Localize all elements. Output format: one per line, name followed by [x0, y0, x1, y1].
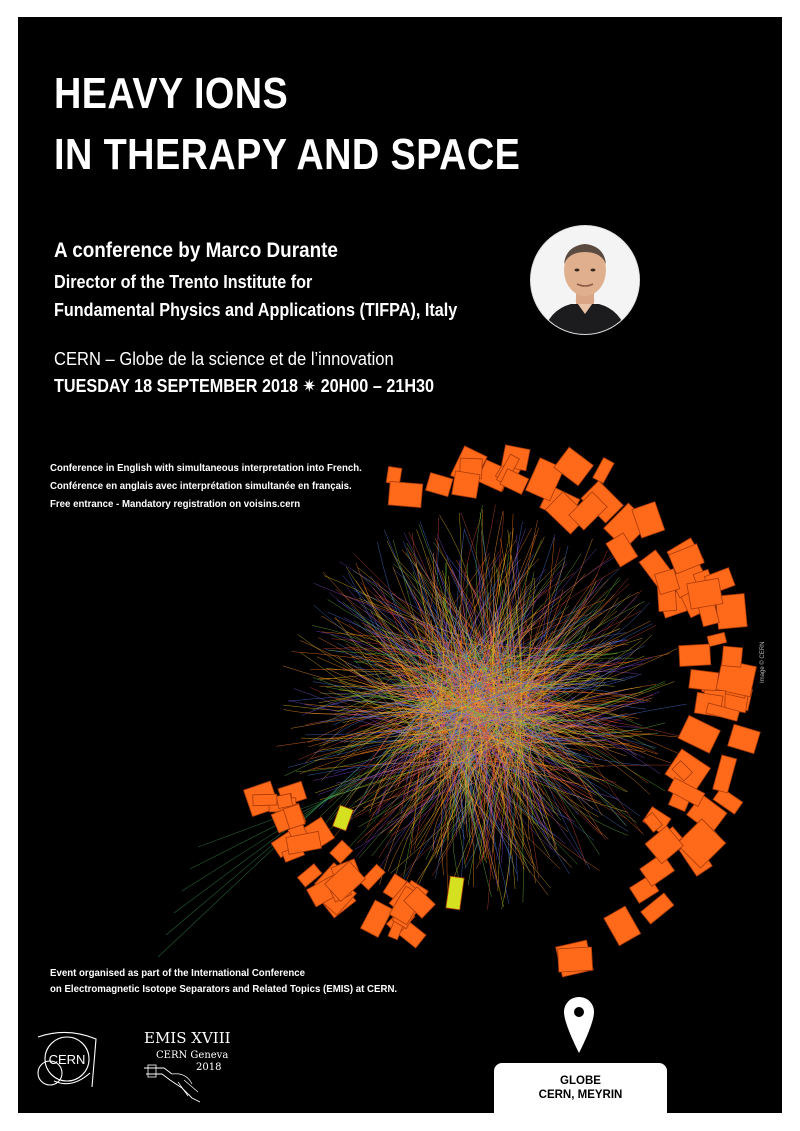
speaker-role-line-1: Director of the Trento Institute for: [54, 272, 313, 292]
collision-event-visualization: [18, 17, 782, 1113]
info-line-registration: Free entrance - Mandatory registration on voisins.cern: [50, 498, 301, 510]
emis-logo-drawing: [142, 1062, 204, 1104]
emis-logo-location: CERN Geneva: [156, 1050, 229, 1061]
speaker-photo: [530, 225, 640, 335]
map-pin-icon: [563, 995, 595, 1055]
poster: [18, 17, 782, 1113]
location-name: GLOBE: [560, 1075, 601, 1087]
organised-line-1: Event organised as part of the International Conference: [50, 967, 305, 979]
info-line-french: Conférence en anglais avec interprétation simultanée en français.: [50, 480, 352, 492]
speaker-role-line-2: Fundamental Physics and Applications (TIFPA), Italy: [54, 300, 458, 320]
emis-logo-title: EMIS XVIII: [144, 1029, 231, 1047]
emis-logo-year: 2018: [196, 1062, 222, 1073]
cern-logo-text: CERN: [48, 1052, 86, 1067]
location-place: CERN, MEYRIN: [538, 1089, 623, 1101]
location-box: [494, 1063, 667, 1113]
info-line-english: Conference in English with simultaneous interpretation into French.: [50, 462, 362, 474]
organised-line-2: on Electromagnetic Isotope Separators and Related Topics (EMIS) at CERN.: [50, 983, 398, 995]
speaker-line: A conference by Marco Durante: [54, 239, 338, 262]
cern-logo: [32, 1029, 102, 1091]
image-credit: Image © CERN: [760, 641, 766, 683]
title-line-1: HEAVY IONS: [54, 69, 289, 118]
event-datetime: TUESDAY 18 SEPTEMBER 2018 ✷ 20H00 – 21H30: [54, 376, 435, 396]
title-line-2: IN THERAPY AND SPACE: [54, 130, 521, 179]
event-venue: CERN – Globe de la science et de l’innovation: [54, 349, 394, 369]
